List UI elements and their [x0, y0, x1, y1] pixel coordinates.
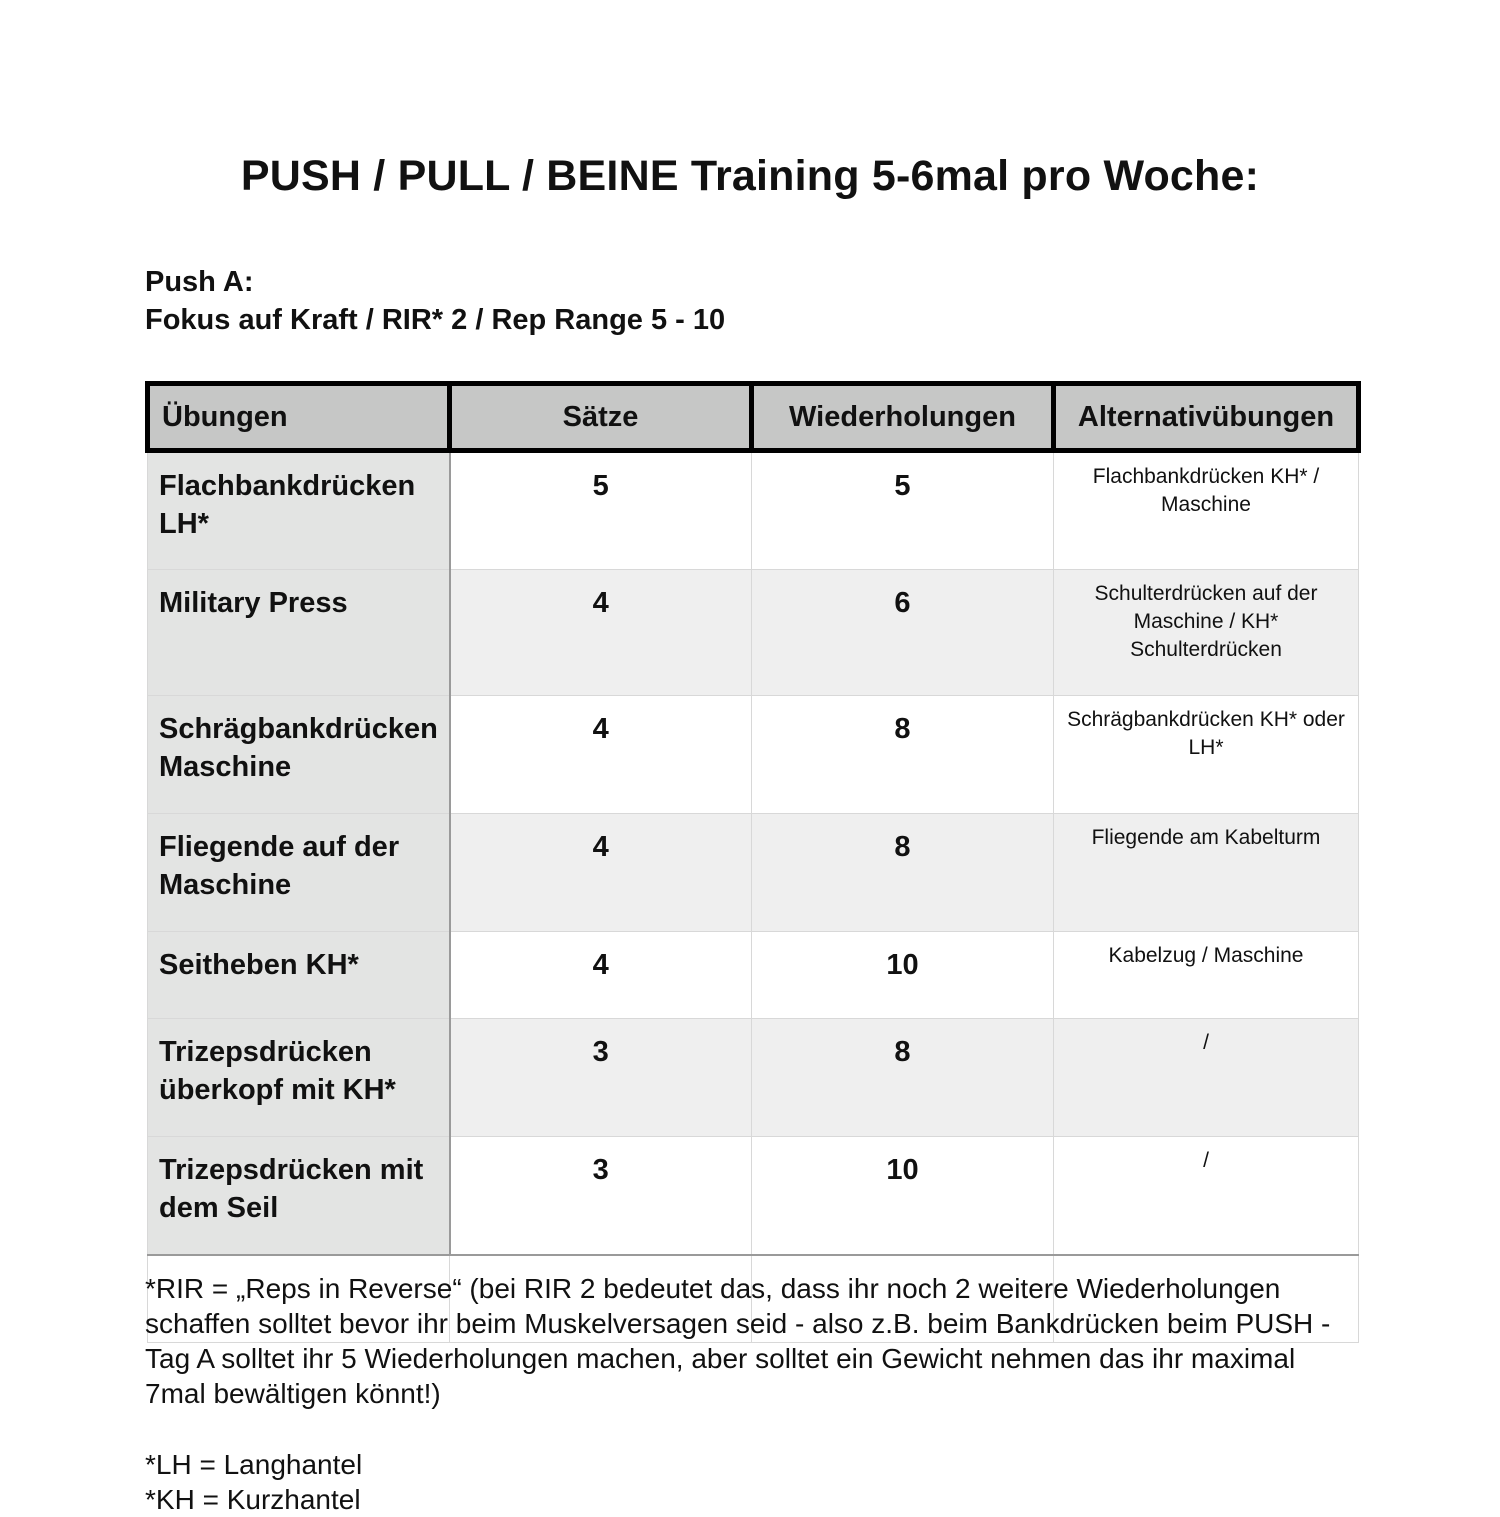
header-sets: Sätze: [450, 384, 752, 451]
section-title: Push A:: [145, 266, 254, 298]
exercise-cell: Seitheben KH*: [148, 932, 450, 1019]
alternative-cell: Flachbankdrücken KH* / Maschine: [1054, 451, 1359, 570]
alternative-cell: Schrägbankdrücken KH* oder LH*: [1054, 696, 1359, 814]
exercise-cell: Fliegende auf der Maschine: [148, 814, 450, 932]
exercise-cell: Trizepsdrücken mit dem Seil: [148, 1137, 450, 1256]
exercise-cell: Schrägbankdrücken Maschine: [148, 696, 450, 814]
sets-cell: 5: [450, 451, 752, 570]
sets-cell: 3: [450, 1137, 752, 1256]
table-row: [148, 1137, 1359, 1256]
alternative-cell: Fliegende am Kabelturm: [1054, 814, 1359, 932]
sets-cell: 3: [450, 1019, 752, 1137]
sets-cell: 4: [450, 570, 752, 696]
reps-cell: 8: [752, 814, 1054, 932]
table-row: [148, 932, 1359, 1019]
header-exercises: Übungen: [148, 384, 450, 451]
reps-cell: 8: [752, 1019, 1054, 1137]
table-row: [148, 814, 1359, 932]
alternative-cell: /: [1054, 1137, 1359, 1256]
reps-cell: 6: [752, 570, 1054, 696]
section-subtitle: Fokus auf Kraft / RIR* 2 / Rep Range 5 - 10: [145, 304, 726, 336]
training-table: [145, 381, 1361, 1343]
alternative-cell: Kabelzug / Maschine: [1054, 932, 1359, 1019]
footnote-kh: *KH = Kurzhantel: [145, 1484, 361, 1515]
sets-cell: 4: [450, 814, 752, 932]
table-row: [148, 451, 1359, 570]
table-header-row: [148, 384, 1359, 451]
header-alternatives: Alternativübungen: [1054, 384, 1359, 451]
footnote-lh: *LH = Langhantel: [145, 1449, 363, 1480]
reps-cell: 5: [752, 451, 1054, 570]
exercise-cell: Flachbankdrücken LH*: [148, 451, 450, 570]
exercise-cell: Military Press: [148, 570, 450, 696]
table-row: [148, 570, 1359, 696]
table-row: [148, 1019, 1359, 1137]
reps-cell: 10: [752, 932, 1054, 1019]
sets-cell: 4: [450, 932, 752, 1019]
reps-cell: 10: [752, 1137, 1054, 1256]
table-row: [148, 696, 1359, 814]
footnote-rir: *RIR = „Reps in Reverse“ (bei RIR 2 bedeutet das, dass ihr noch 2 weitere Wiederholungen schaffen solltet bevor ihr beim Muskelversagen seid - also z.B. beim Bankdrücken beim PUSH - Tag A solltet ihr 5 Wiederholungen machen, aber solltet ein Gewicht nehmen das ihr maximal 7mal bewältigen könnt!): [145, 1273, 1331, 1409]
page-title: PUSH / PULL / BEINE Training 5-6mal pro Woche:: [240, 152, 1260, 200]
header-reps: Wiederholungen: [752, 384, 1054, 451]
alternative-cell: Schulterdrücken auf der Maschine / KH* Schulterdrücken: [1054, 570, 1359, 696]
reps-cell: 8: [752, 696, 1054, 814]
alternative-cell: /: [1054, 1019, 1359, 1137]
sets-cell: 4: [450, 696, 752, 814]
exercise-cell: Trizepsdrücken überkopf mit KH*: [148, 1019, 450, 1137]
